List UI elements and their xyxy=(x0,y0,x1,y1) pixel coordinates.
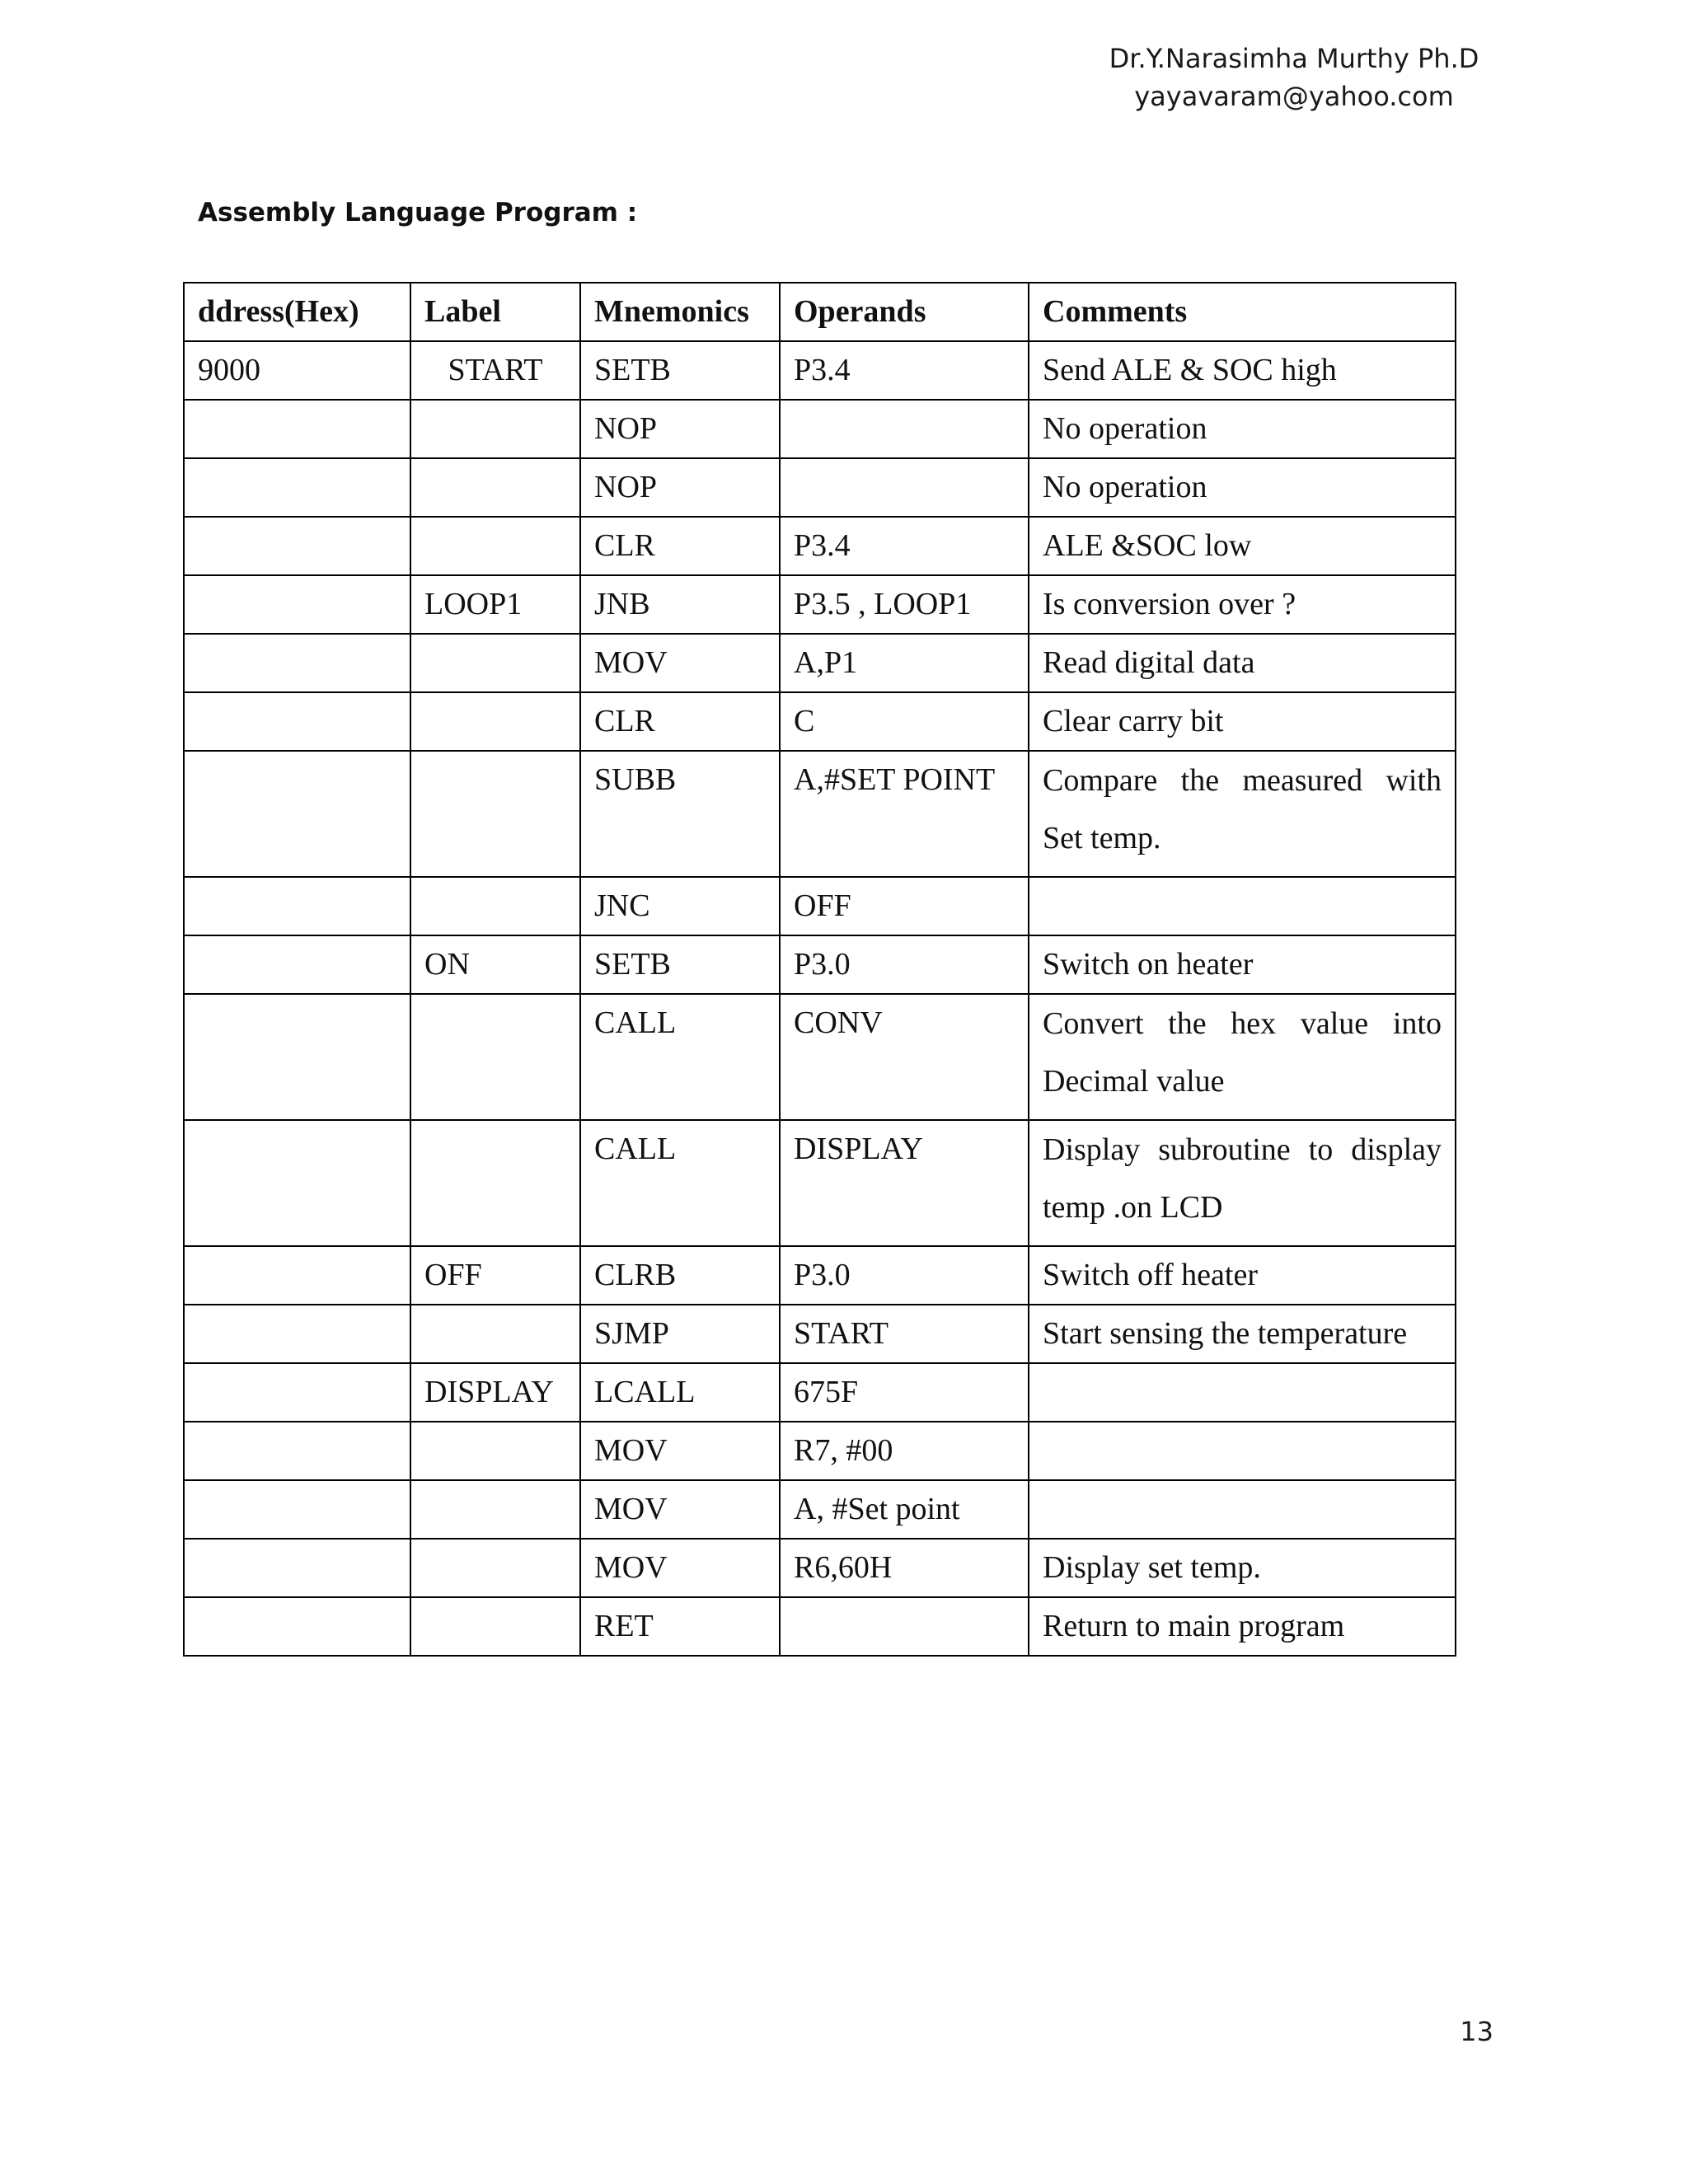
mnemonic-cell: MOV xyxy=(580,1480,780,1539)
label-cell xyxy=(410,994,580,1120)
section-title: Assembly Language Program : xyxy=(198,198,638,227)
operand-cell: A,P1 xyxy=(780,634,1029,692)
column-header-operands: Operands xyxy=(780,283,1029,341)
mnemonic-cell: NOP xyxy=(580,458,780,517)
operand-cell xyxy=(780,400,1029,458)
label-cell xyxy=(410,1539,580,1597)
label-cell xyxy=(410,692,580,751)
comment-cell: ALE &SOC low xyxy=(1029,517,1456,575)
address-cell xyxy=(184,400,410,458)
comment-cell: No operation xyxy=(1029,458,1456,517)
address-cell xyxy=(184,1305,410,1363)
operand-cell: CONV xyxy=(780,994,1029,1120)
label-cell xyxy=(410,1597,580,1656)
table-row xyxy=(184,517,1456,575)
mnemonic-cell: SJMP xyxy=(580,1305,780,1363)
mnemonic-cell: SETB xyxy=(580,341,780,400)
mnemonic-cell: CLR xyxy=(580,692,780,751)
program-table xyxy=(183,282,1456,1657)
operand-cell: A, #Set point xyxy=(780,1480,1029,1539)
comment-cell: Display subroutine to display temp .on LCD xyxy=(1029,1120,1456,1246)
operand-cell: P3.4 xyxy=(780,517,1029,575)
address-cell xyxy=(184,692,410,751)
mnemonic-cell: MOV xyxy=(580,634,780,692)
label-cell: LOOP1 xyxy=(410,575,580,634)
comment-cell: Read digital data xyxy=(1029,634,1456,692)
operand-cell: P3.0 xyxy=(780,1246,1029,1305)
table-row xyxy=(184,692,1456,751)
table-row xyxy=(184,1305,1456,1363)
address-cell xyxy=(184,1120,410,1246)
mnemonic-cell: JNC xyxy=(580,877,780,935)
address-cell xyxy=(184,1539,410,1597)
column-header-label: Label xyxy=(410,283,580,341)
mnemonic-cell: CLR xyxy=(580,517,780,575)
operand-cell: START xyxy=(780,1305,1029,1363)
operand-cell: DISPLAY xyxy=(780,1120,1029,1246)
operand-cell xyxy=(780,1597,1029,1656)
column-header-mnemonics: Mnemonics xyxy=(580,283,780,341)
mnemonic-cell: MOV xyxy=(580,1422,780,1480)
mnemonic-cell: LCALL xyxy=(580,1363,780,1422)
comment-cell: Return to main program xyxy=(1029,1597,1456,1656)
mnemonic-cell: CALL xyxy=(580,1120,780,1246)
operand-cell xyxy=(780,458,1029,517)
comment-cell: Start sensing the temperature xyxy=(1029,1305,1456,1363)
operand-cell: A,#SET POINT xyxy=(780,751,1029,877)
comment-cell xyxy=(1029,1422,1456,1480)
mnemonic-cell: JNB xyxy=(580,575,780,634)
address-cell xyxy=(184,1246,410,1305)
column-header-comments: Comments xyxy=(1029,283,1456,341)
table-row xyxy=(184,935,1456,994)
table-body xyxy=(184,341,1456,1656)
operand-cell: P3.5 , LOOP1 xyxy=(780,575,1029,634)
label-cell xyxy=(410,1305,580,1363)
column-header-address: ddress(Hex) xyxy=(184,283,410,341)
address-cell xyxy=(184,935,410,994)
comment-cell: Switch off heater xyxy=(1029,1246,1456,1305)
operand-cell: C xyxy=(780,692,1029,751)
table-row xyxy=(184,458,1456,517)
label-cell xyxy=(410,400,580,458)
address-cell xyxy=(184,1597,410,1656)
table-header-row xyxy=(184,283,1456,341)
mnemonic-cell: RET xyxy=(580,1597,780,1656)
mnemonic-cell: SETB xyxy=(580,935,780,994)
label-cell: OFF xyxy=(410,1246,580,1305)
comment-cell: Convert the hex value into Decimal value xyxy=(1029,994,1456,1120)
table-row xyxy=(184,400,1456,458)
address-cell xyxy=(184,1363,410,1422)
table-row xyxy=(184,1597,1456,1656)
comment-cell xyxy=(1029,1363,1456,1422)
operand-cell: 675F xyxy=(780,1363,1029,1422)
comment-cell: Send ALE & SOC high xyxy=(1029,341,1456,400)
author-name: Dr.Y.Narasimha Murthy Ph.D xyxy=(1109,43,1479,74)
mnemonic-cell: MOV xyxy=(580,1539,780,1597)
label-cell: DISPLAY xyxy=(410,1363,580,1422)
mnemonic-cell: CLRB xyxy=(580,1246,780,1305)
table-row xyxy=(184,1246,1456,1305)
comment-cell xyxy=(1029,877,1456,935)
address-cell xyxy=(184,1422,410,1480)
table-row xyxy=(184,1363,1456,1422)
table-row xyxy=(184,1539,1456,1597)
comment-cell: Compare the measured with Set temp. xyxy=(1029,751,1456,877)
comment-cell xyxy=(1029,1480,1456,1539)
comment-cell: Clear carry bit xyxy=(1029,692,1456,751)
address-cell xyxy=(184,634,410,692)
comment-cell: Switch on heater xyxy=(1029,935,1456,994)
address-cell xyxy=(184,877,410,935)
table-row xyxy=(184,994,1456,1120)
comment-cell: Is conversion over ? xyxy=(1029,575,1456,634)
address-cell xyxy=(184,575,410,634)
table-row xyxy=(184,341,1456,400)
address-cell: 9000 xyxy=(184,341,410,400)
comment-cell: No operation xyxy=(1029,400,1456,458)
mnemonic-cell: CALL xyxy=(580,994,780,1120)
table-row xyxy=(184,1480,1456,1539)
table-row xyxy=(184,1120,1456,1246)
operand-cell: R7, #00 xyxy=(780,1422,1029,1480)
mnemonic-cell: SUBB xyxy=(580,751,780,877)
page-header xyxy=(1088,40,1500,115)
table-row xyxy=(184,634,1456,692)
label-cell: ON xyxy=(410,935,580,994)
label-cell xyxy=(410,634,580,692)
page-number: 13 xyxy=(1460,2016,1493,2047)
label-cell xyxy=(410,458,580,517)
table-row xyxy=(184,877,1456,935)
label-cell xyxy=(410,1422,580,1480)
label-cell xyxy=(410,751,580,877)
operand-cell: P3.0 xyxy=(780,935,1029,994)
address-cell xyxy=(184,994,410,1120)
author-email: yayavaram@yahoo.com xyxy=(1134,81,1454,112)
address-cell xyxy=(184,1480,410,1539)
address-cell xyxy=(184,458,410,517)
label-cell xyxy=(410,517,580,575)
table-row xyxy=(184,575,1456,634)
label-cell: START xyxy=(410,341,580,400)
label-cell xyxy=(410,1480,580,1539)
table-row xyxy=(184,751,1456,877)
operand-cell: OFF xyxy=(780,877,1029,935)
operand-cell: R6,60H xyxy=(780,1539,1029,1597)
operand-cell: P3.4 xyxy=(780,341,1029,400)
label-cell xyxy=(410,877,580,935)
address-cell xyxy=(184,517,410,575)
mnemonic-cell: NOP xyxy=(580,400,780,458)
comment-cell: Display set temp. xyxy=(1029,1539,1456,1597)
address-cell xyxy=(184,751,410,877)
label-cell xyxy=(410,1120,580,1246)
table-row xyxy=(184,1422,1456,1480)
